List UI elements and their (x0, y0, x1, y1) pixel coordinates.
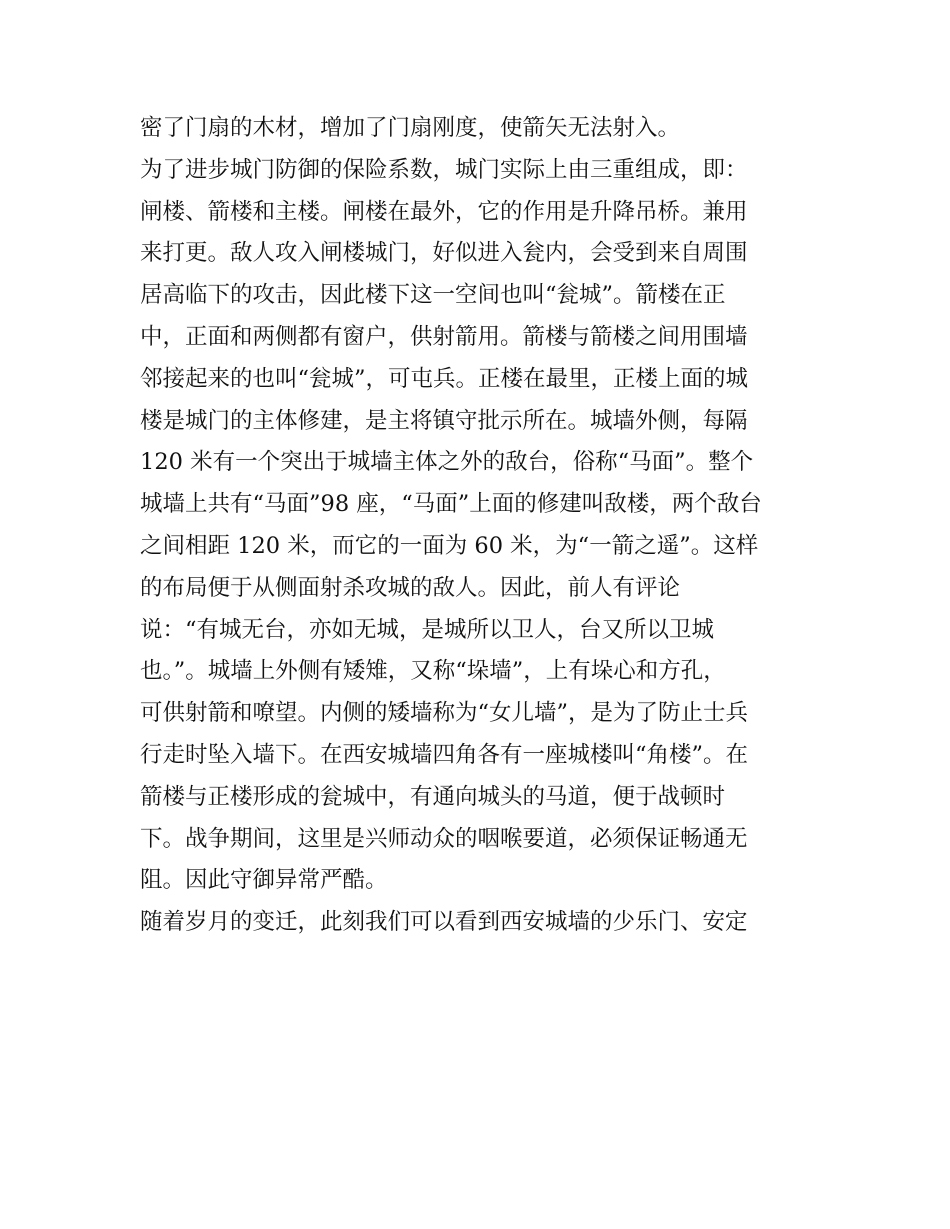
text-line: 之间相距 120 米，而它的一面为 60 米，为“一箭之遥”。这样 (140, 532, 759, 559)
text-line: 邻接起来的也叫“瓮城”，可屯兵。正楼在最里，正楼上面的城 (140, 365, 749, 392)
body-text (140, 108, 820, 944)
text-line: 阻。因此守御异常严酷。 (140, 867, 388, 894)
text-line: 中，正面和两侧都有窗户，供射箭用。箭楼与箭楼之间用围墙 (140, 323, 748, 350)
text-line: 箭楼与正楼形成的瓮城中，有通向城头的马道，便于战顿时 (140, 783, 726, 810)
text-line: 可供射箭和嘹望。内侧的矮墙称为“女儿墙”，是为了防止士兵 (140, 700, 749, 727)
text-line: 也。”。城墙上外侧有矮雉，又称“垛墙”，上有垛心和方孔， (140, 658, 726, 685)
text-line: 楼是城门的主体修建，是主将镇守批示所在。城墙外侧，每隔 (140, 407, 748, 434)
text-line: 城墙上共有“马面”98 座，“马面”上面的修建叫敌楼，两个敌台 (140, 491, 762, 518)
text-line: 随着岁月的变迁，此刻我们可以看到西安城墙的少乐门、安定 (140, 909, 748, 936)
text-line: 下。战争期间，这里是兴师动众的咽喉要道，必须保证畅通无 (140, 825, 748, 852)
text-line: 的布局便于从侧面射杀攻城的敌人。因此，前人有评论 (140, 574, 681, 601)
text-line: 密了门扇的木材，增加了门扇刚度，使箭矢无法射入。 (140, 115, 681, 141)
text-line: 为了进步城门防御的保险系数，城门实际上由三重组成，即： (140, 156, 748, 183)
text-line: 行走时坠入墙下。在西安城墙四角各有一座城楼叫“角楼”。在 (140, 741, 749, 768)
text-line: 120 米有一个突出于城墙主体之外的敌台，俗称“马面”。整个 (140, 449, 754, 476)
text-line: 居高临下的攻击，因此楼下这一空间也叫“瓮城”。箭楼在正 (140, 282, 726, 309)
text-line: 来打更。敌人攻入闸楼城门，好似进入瓮内，会受到来自周围 (140, 240, 748, 267)
text-line: 闸楼、箭楼和主楼。闸楼在最外，它的作用是升降吊桥。兼用 (140, 198, 748, 225)
text-line: 说：“有城无台，亦如无城，是城所以卫人，台又所以卫城 (140, 616, 715, 643)
